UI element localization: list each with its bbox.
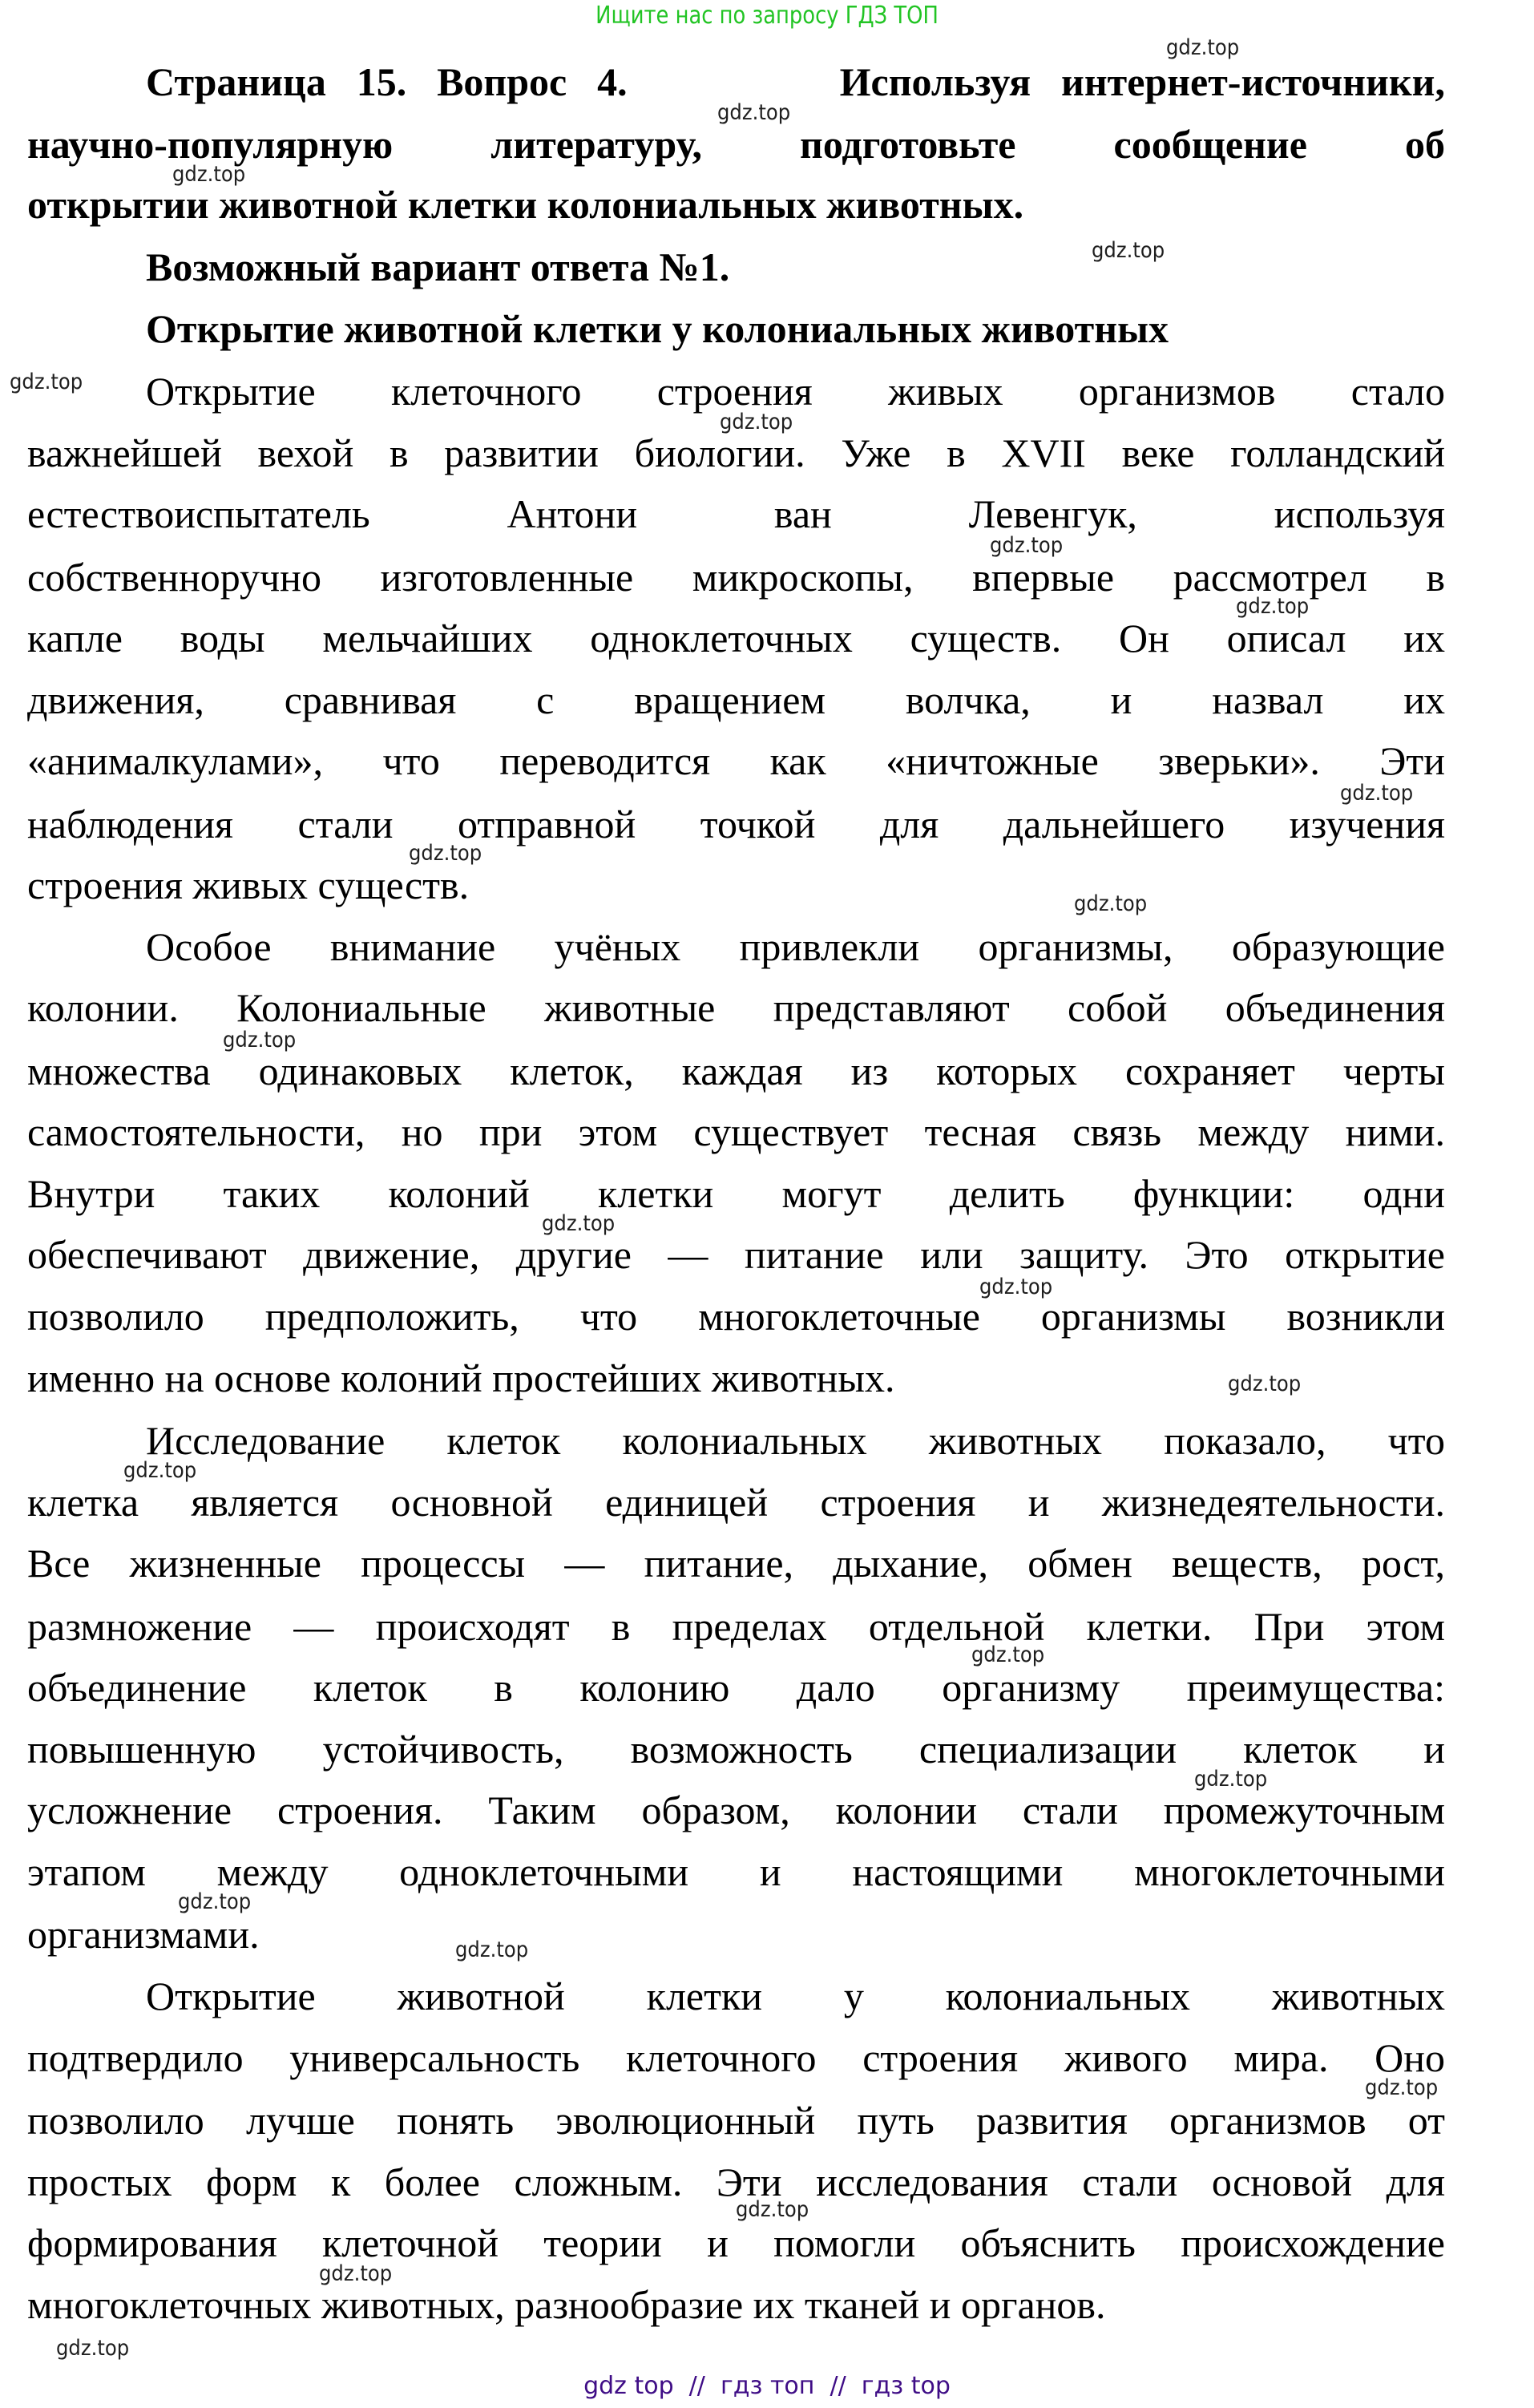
watermark: gdz.top <box>10 370 83 394</box>
paragraph-line: подтвердило универсальность клеточного строения живого мира. Оно <box>27 2035 1445 2080</box>
paragraph-line: Все жизненные процессы — питание, дыхание, обмен веществ, рост, <box>27 1541 1445 1586</box>
paragraph-line: многоклеточных животных, разнообразие их тканей и органов. <box>27 2282 1106 2327</box>
paragraph-line: усложнение строения. Таким образом, колонии стали промежуточным <box>27 1788 1445 1832</box>
paragraph-line: размножение — происходят в пределах отдельной клетки. При этом <box>27 1604 1445 1649</box>
watermark: gdz.top <box>1074 891 1148 916</box>
watermark: gdz.top <box>1166 35 1240 60</box>
paragraph-line: наблюдения стали отправной точкой для дальнейшего изучения <box>27 802 1445 846</box>
paragraph-line: Внутри таких колоний клетки могут делить функции: одни <box>27 1171 1445 1216</box>
watermark: gdz.top <box>736 2197 809 2222</box>
section-heading: Открытие животной клетки у колониальных животных <box>146 306 1169 351</box>
watermark: gdz.top <box>1092 238 1165 263</box>
paragraph-line: естествоиспытатель Антони ван Левенгук, используя <box>27 491 1445 536</box>
paragraph-line: капле воды мельчайших одноклеточных существ. Он описал их <box>27 616 1445 661</box>
watermark: gdz.top <box>172 162 246 187</box>
answer-variant-label: Возможный вариант ответа №1. <box>146 244 730 289</box>
watermark: gdz.top <box>56 2336 130 2361</box>
paragraph-line: формирования клеточной теории и помогли объяснить происхождение <box>27 2220 1445 2265</box>
paragraph-line: самостоятельности, но при этом существует тесная связь между ними. <box>27 1109 1445 1154</box>
paragraph-line: Открытие клеточного строения живых организмов стало <box>146 369 1445 414</box>
paragraph-line: позволило предположить, что многоклеточные организмы возникли <box>27 1294 1445 1339</box>
watermark: gdz.top <box>1340 781 1414 806</box>
watermark: gdz.top <box>1236 594 1310 619</box>
search-banner[interactable] <box>107 0 1427 32</box>
paragraph-line: «анималкулами», что переводится как «ничтожные зверьки». Эти <box>27 738 1445 783</box>
watermark: gdz.top <box>409 841 482 866</box>
watermark: gdz.top <box>720 410 793 434</box>
paragraph-line: именно на основе колоний простейших животных. <box>27 1356 895 1400</box>
watermark: gdz.top <box>123 1458 197 1483</box>
paragraph-line: строения живых существ. <box>27 863 470 907</box>
paragraph-line: множества одинаковых клеток, каждая из которых сохраняет черты <box>27 1048 1445 1093</box>
paragraph-line: этапом между одноклеточными и настоящими многоклеточными <box>27 1849 1445 1894</box>
paragraph-line: обеспечивают движение, другие — питание или защиту. Это открытие <box>27 1232 1445 1277</box>
watermark: gdz.top <box>990 533 1064 558</box>
watermark: gdz.top <box>223 1028 297 1052</box>
paragraph-line: повышенную устойчивость, возможность специализации клеток и <box>27 1727 1445 1772</box>
watermark: gdz.top <box>1194 1767 1268 1792</box>
paragraph-line: собственноручно изготовленные микроскопы, впервые рассмотрел в <box>27 555 1445 600</box>
paragraph-line: простых форм к более сложным. Эти исследования стали основой для <box>27 2160 1445 2204</box>
watermark: gdz.top <box>455 1937 529 1962</box>
paragraph-line: клетка является основной единицей строения и жизнедеятельности. <box>27 1480 1445 1525</box>
paragraph-line: Особое внимание учёных привлекли организмы, образующие <box>146 924 1445 969</box>
paragraph-line: колонии. Колониальные животные представляют собой объединения <box>27 985 1445 1030</box>
title-line: открытии животной клетки колониальных животных. <box>27 182 1024 227</box>
paragraph-line: Исследование клеток колониальных животных показало, что <box>146 1418 1445 1463</box>
watermark: gdz.top <box>979 1275 1053 1299</box>
watermark: gdz.top <box>1365 2075 1439 2100</box>
watermark: gdz.top <box>717 100 791 125</box>
footer-link[interactable]: gdz top // гдз топ // гдз top <box>583 2372 951 2400</box>
footer-links[interactable] <box>0 2369 1534 2404</box>
paragraph-line: Открытие животной клетки у колониальных животных <box>146 1974 1445 2018</box>
watermark: gdz.top <box>542 1211 616 1236</box>
title-line: научно-популярную литературу, подготовьте сообщение об <box>27 122 1445 167</box>
paragraph-line: организмами. <box>27 1912 260 1957</box>
paragraph-line: важнейшей вехой в развитии биологии. Уже в XVII веке голландский <box>27 430 1445 475</box>
watermark: gdz.top <box>1228 1372 1302 1396</box>
paragraph-line: объединение клеток в колонию дало организму преимущества: <box>27 1665 1445 1710</box>
watermark: gdz.top <box>319 2261 393 2286</box>
paragraph-line: движения, сравнивая с вращением волчка, и назвал их <box>27 677 1445 722</box>
paragraph-line: позволило лучше понять эволюционный путь развития организмов от <box>27 2098 1445 2143</box>
title-line: Страница 15. Вопрос 4. Используя интернет-источники, <box>146 59 1445 104</box>
watermark: gdz.top <box>178 1889 252 1914</box>
search-banner-link[interactable]: Ищите нас по запросу ГДЗ ТОП <box>595 2 939 30</box>
watermark: gdz.top <box>971 1642 1045 1667</box>
